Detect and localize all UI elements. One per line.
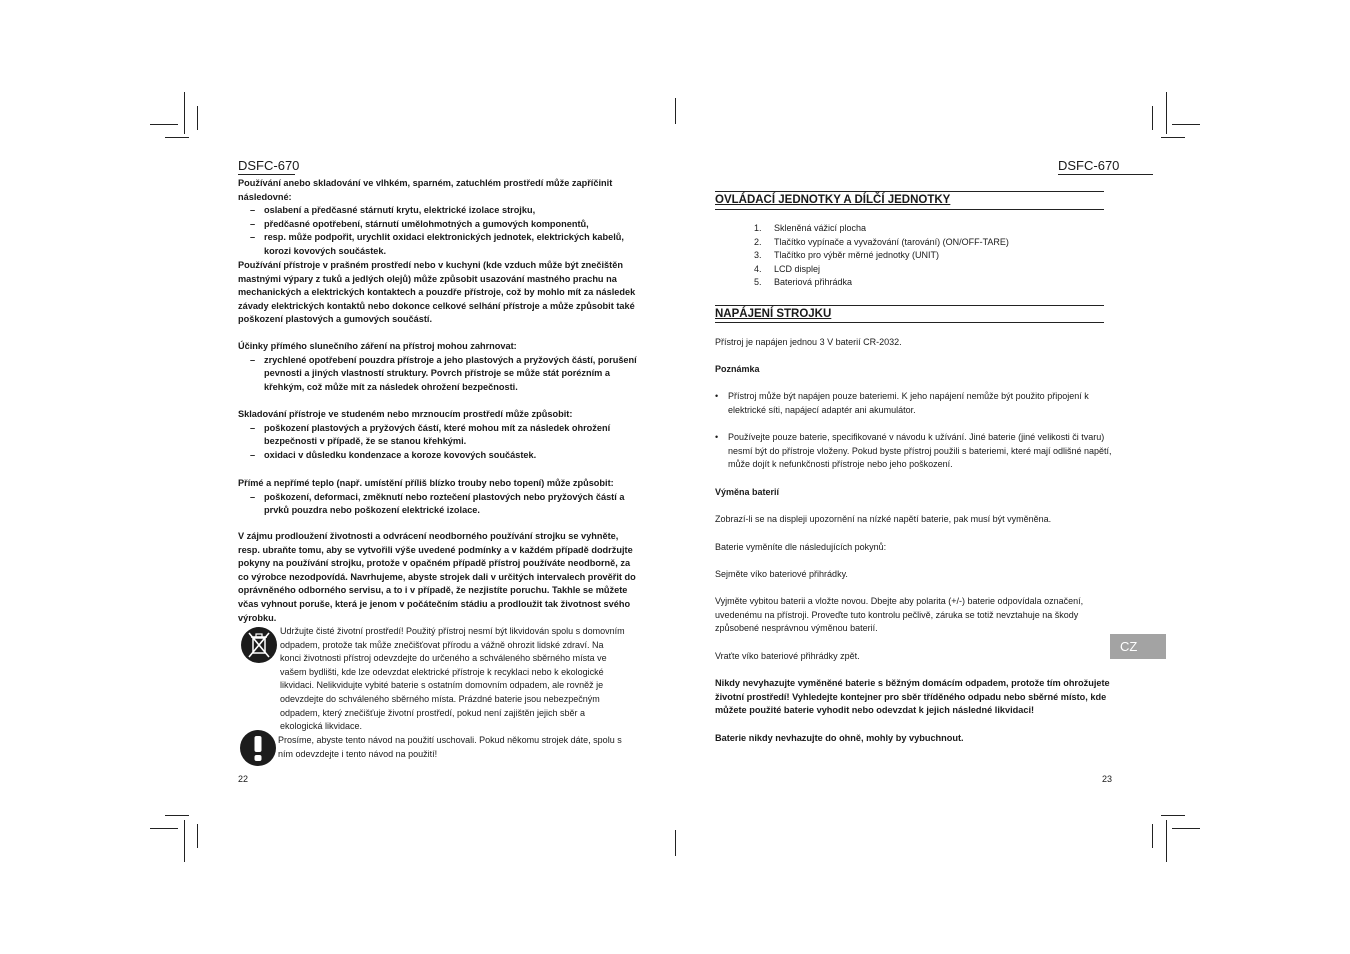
list-item: 1. Skleněná vážicí plocha [754,223,867,233]
section-rule [715,209,1104,210]
battery-text-3: Sejměte víko bateriové přihrádky. [715,569,848,579]
note-bullet: • Přístroj může být napájen pouze bateriemi. K jeho napájení nemůže být použito připojení k elektrické síti, napájecí adaptér ani akumulátor. [715,391,1089,415]
list-item: – zrychlené opotřebení pouzdra přístroje a jeho plastových a pryžových částí, porušení pevnosti a jiných vlastností struktury. Povrch přístroje se může stát porézním a křehkým, což může mít za následek ohrožení bezpečnosti. [250,354,637,392]
paragraph-lifetime: V zájmu prodloužení životnosti a odvrácení neodborného používání strojku se vyhněte, resp. ubraňte tomu, aby se vytvořili výše uvedené podmínky a v každém případě dodržujte pokyny na používání strojku, protože v opačném případě přístroj používáte neodborně, za co výrobce nezodpovídá. Navrhujeme, abyste strojek dali v určitých intervalech prověřit do oprávněného odborného servisu, a to i v případě, že nezjistíte poruchu. Takhle se můžete včas vyhnout poruše, která je jenom v počátečním stádiu a prodloužit tak životnost svého výrobku. [238,531,636,623]
recycle-notice: Udržujte čisté životní prostředí! Použitý přístroj nesmí být likvidován spolu s domovním odpadem, protože tak může znečišťovat přírodu a vážně ohrozit lidské zdraví. Na konci životnosti přístroj odevzdejte do určeného a schváleného sběrného místa ve vašem bydlišti, kde lze odevzdat elektrické přístroje k recyklaci nebo k ekologické likvidaci. Nelikvidujte vybité baterie s ostatním domovním odpadem, ale rovněž je odevzdejte do schváleného sběrného místa. Prázdné baterie jsou nebezpečným odpadem, který znečišťuje životní prostředí, pokud není zajištěn jejich sběr a ekologická likvidace. [280,626,625,732]
section-rule [715,305,1104,306]
paragraph-dust: Používání přístroje v prašném prostředí nebo v kuchyni (kde vzduch může být znečištěn mastnými výpary z tuků a jedlých olejů) může způsobit usazování mastného prachu na mechanických a elektrických kontaktech a pouzdře přístroje, což by mohlo mít za následek závady elektrických kontaktů nebo dokonce celkové selhání přístroje a může způsobit také poškození plastových a gumových součástí. [238,260,636,325]
list-item: 4. LCD displej [754,263,821,274]
section-title-controls: OVLÁDACÍ JEDNOTKY A DÍLČÍ JEDNOTKY [715,194,951,206]
exclamation-icon [240,730,276,766]
paragraph-sunlight: Účinky přímého slunečního záření na přístroj mohou zahrnovat: – zrychlené opotřebení pouzdra přístroje a jeho plastových a pryžových částí, porušení pevnosti a jiných vlastností struktury. Povrch přístroje se může stát porézním a křehkým, což může mít za následek ohrožení bezpečnosti. [238,340,638,394]
paragraph-intro: Používání anebo skladování ve vlhkém, sparném, zatuchlém prostředí může zapříčinit následovné: [238,178,613,202]
disposal-warning: Nikdy nevyhazujte vyměněné baterie s běžným domácím odpadem, protože tím ohrožujete životní prostředí! Vyhledejte kontejner pro sběr tříděného odpadu nebo sběrné místo, kde můžete použité baterie vyhodit nebo odevzdat k jejich následné likvidaci! [715,678,1110,716]
model-name-right: DSFC-670 [1058,158,1120,173]
language-tab: CZ [1110,634,1166,659]
page-number-left: 22 [238,774,249,784]
list-item: – poškození plastových a pryžových částí, které mohou mít za následek ohrožení bezpečnosti v případě, že se stanou křehkými. [250,422,611,447]
list-item: – poškození, deformaci, změknutí nebo roztečení plastových nebo pryžových částí a prvků pouzdra nebo poškození elektrické izolace. [250,491,625,516]
list-item: 5. Bateriová přihrádka [754,277,853,288]
battery-text-5: Vraťte víko bateriové přihrádky zpět. [715,651,860,661]
section-rule [715,322,1104,323]
battery-text-4: Vyjměte vybitou baterii a vložte novou. Dbejte aby polarita (+/-) baterie odpovídala označení, uvedenému na přístroji. Proveďte tuto kontrolu pečlivě, záruka se totiž nevztahuje na škody způsobené nesprávnou výměnou baterií. [715,596,1084,634]
battery-text-2: Baterie vyměníte dle následujících pokynů: [715,542,887,552]
power-text: Přístroj je napájen jednou 3 V baterií CR-2032. [715,337,902,347]
note-heading: Poznámka [715,364,760,374]
fire-warning: Baterie nikdy nevhazujte do ohně, mohly by vybuchnout. [715,733,964,743]
note-bullet: • Používejte pouze baterie, specifikované v návodu k užívání. Jiné baterie (jiné velikosti či tvaru) nesmí být do přístroje vloženy. Pokud byste přístroj použili s bateriemi, které mají odlišné napětí, může dojít k nefunkčnosti přístroje nebo jeho poškození. [715,432,1112,470]
paragraph-cold: Skladování přístroje ve studeném nebo mrznoucím prostředí může způsobit: – poškození plastových a pryžových částí, které mohou mít za následek ohrožení bezpečnosti v případě, že se stanou křehkými. – oxidaci v důsledku kondenzace a koroze kovových součástek. [238,408,638,462]
paragraph-humidity [238,177,638,259]
list-item: – předčasné opotřebení, stárnutí umělohmotných a gumových komponentů, [250,218,589,229]
list-item: – resp. může podpořit, urychlit oxidaci elektronických jednotek, elektrických kabelů, korozi kovových součástek. [250,232,624,256]
model-underline-left [238,174,295,175]
list-item: – oslabení a předčasné stárnutí krytu, elektrické izolace strojku, [250,205,536,216]
paragraph-heat: Přímé a nepřímé teplo (např. umístění příliš blízko trouby nebo topení) může způsobit: – poškození, deformaci, změknutí nebo roztečení plastových nebo pryžových částí a prvků pouzdra nebo poškození elektrické izolace. [238,477,638,518]
list-item: 3. Tlačítko pro výběr měrné jednotky (UNIT) [754,250,940,261]
section-title-power: NAPÁJENÍ STROJKU [715,308,832,320]
list-item: – oxidaci v důsledku kondenzace a koroze kovových součástek. [250,449,537,460]
section-rule [715,191,1104,192]
model-name-left: DSFC-670 [238,158,300,173]
battery-text-1: Zobrazí-li se na displeji upozornění na nízké napětí baterie, pak musí být vyměněna. [715,514,1052,524]
crossed-bin-icon [241,627,277,663]
page-number-right: 23 [1102,774,1113,784]
model-underline-right [1058,174,1153,175]
warning-notice: Prosíme, abyste tento návod na použití uschovali. Pokud někomu strojek dáte, spolu s ním odevzdejte i tento návod na použití! [278,735,622,759]
parts-list [754,222,1009,290]
battery-heading: Výměna baterií [715,487,780,497]
list-item: 2. Tlačítko vypínače a vyvažování (tarování) (ON/OFF-TARE) [754,236,1009,247]
